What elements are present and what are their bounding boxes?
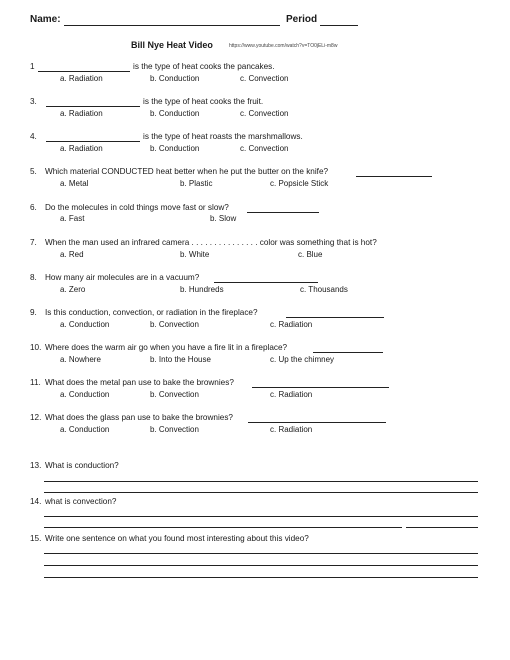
question-text: When the man used an infrared camera . . . . . . . . . . . . . . . color was something that is hot? (45, 238, 377, 247)
question-text: is the type of heat roasts the marshmallows. (143, 132, 303, 141)
option-b: b. White (180, 250, 210, 259)
question-number: 7. (30, 238, 37, 247)
option-a: a. Zero (60, 285, 86, 294)
option-c: c. Radiation (270, 390, 313, 399)
option-b: b. Convection (150, 320, 199, 329)
question-text: What does the glass pan use to bake the brownies? (45, 413, 233, 422)
answer-blank[interactable] (252, 387, 389, 388)
question-text: is the type of heat cooks the fruit. (143, 97, 264, 106)
option-a: a. Red (60, 250, 84, 259)
option-a: a. Nowhere (60, 355, 101, 364)
question-text: Write one sentence on what you found most interesting about this video? (45, 534, 309, 543)
answer-blank[interactable] (46, 106, 140, 107)
answer-blank[interactable] (46, 141, 140, 142)
answer-line[interactable] (44, 565, 478, 566)
option-a: a. Fast (60, 214, 85, 223)
question-number: 11. (30, 378, 41, 387)
question-text: What does the metal pan use to bake the brownies? (45, 378, 234, 387)
option-b: b. Conduction (150, 74, 200, 83)
question-number: 1 (30, 62, 35, 71)
answer-blank[interactable] (247, 212, 319, 213)
name-label: Name: (30, 14, 61, 25)
question-number: 5. (30, 167, 37, 176)
question-text: Do the molecules in cold things move fast or slow? (45, 203, 229, 212)
option-c: c. Popsicle Stick (270, 179, 329, 188)
option-a: a. Radiation (60, 144, 103, 153)
question-number: 14. (30, 497, 42, 506)
answer-line[interactable] (44, 527, 402, 528)
option-b: b. Plastic (180, 179, 213, 188)
question-number: 15. (30, 534, 42, 543)
answer-line[interactable] (406, 527, 478, 528)
answer-line[interactable] (44, 516, 478, 517)
answer-line[interactable] (44, 553, 478, 554)
option-c: c. Radiation (270, 320, 313, 329)
option-c: c. Blue (298, 250, 323, 259)
question-text: How many air molecules are in a vacuum? (45, 273, 200, 282)
option-b: b. Slow (210, 214, 237, 223)
option-c: c. Convection (240, 144, 289, 153)
option-b: b. Into the House (150, 355, 211, 364)
answer-blank[interactable] (38, 71, 130, 72)
option-b: b. Conduction (150, 109, 200, 118)
option-c: c. Convection (240, 74, 289, 83)
worksheet-title: Bill Nye Heat Video (131, 40, 213, 50)
option-c: c. Convection (240, 109, 289, 118)
question-number: 6. (30, 203, 37, 212)
question-text: Which material CONDUCTED heat better when he put the butter on the knife? (45, 167, 329, 176)
video-url: https://www.youtube.com/watch?v=TO0jELi-m8w (229, 43, 338, 49)
option-a: a. Conduction (60, 425, 110, 434)
period-label: Period (286, 14, 318, 25)
question-number: 3. (30, 97, 37, 106)
period-answer-line[interactable] (320, 25, 358, 26)
question-text: Is this conduction, convection, or radiation in the fireplace? (45, 308, 258, 317)
answer-line[interactable] (44, 481, 478, 482)
question-text: is the type of heat cooks the pancakes. (133, 62, 275, 71)
answer-line[interactable] (44, 492, 478, 493)
option-b: b. Convection (150, 390, 199, 399)
option-c: c. Up the chimney (270, 355, 335, 364)
question-number: 4. (30, 132, 37, 141)
question-text: What is conduction? (45, 461, 119, 470)
option-a: a. Conduction (60, 320, 110, 329)
answer-blank[interactable] (214, 282, 318, 283)
option-a: a. Radiation (60, 74, 103, 83)
answer-blank[interactable] (356, 176, 432, 177)
answer-blank[interactable] (286, 317, 384, 318)
name-answer-line[interactable] (64, 25, 280, 26)
option-b: b. Convection (150, 425, 199, 434)
option-a: a. Conduction (60, 390, 110, 399)
option-c: c. Radiation (270, 425, 313, 434)
answer-blank[interactable] (313, 352, 383, 353)
question-text: what is convection? (45, 497, 117, 506)
question-number: 13. (30, 461, 42, 470)
option-b: b. Hundreds (180, 285, 224, 294)
question-number: 9. (30, 308, 37, 317)
question-number: 8. (30, 273, 37, 282)
option-c: c. Thousands (300, 285, 348, 294)
answer-blank[interactable] (248, 422, 386, 423)
option-a: a. Metal (60, 179, 89, 188)
option-b: b. Conduction (150, 144, 200, 153)
question-number: 12. (30, 413, 42, 422)
question-text: Where does the warm air go when you have a fire lit in a fireplace? (45, 343, 288, 352)
answer-line[interactable] (44, 577, 478, 578)
question-number: 10. (30, 343, 42, 352)
option-a: a. Radiation (60, 109, 103, 118)
